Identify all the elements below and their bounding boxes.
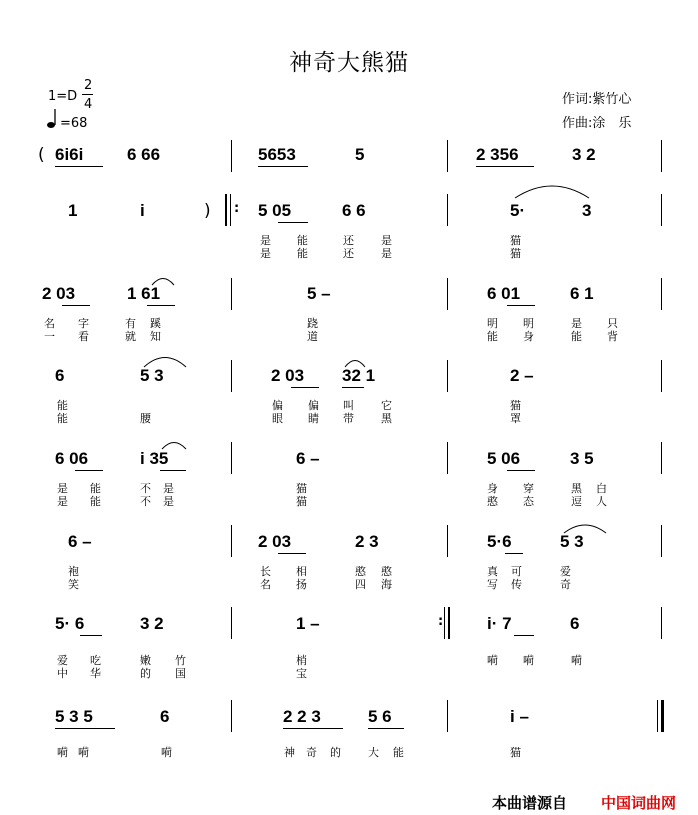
repeat-dots: : — [438, 614, 444, 629]
lyric: 能 — [487, 330, 498, 343]
note-group: 5653 — [258, 145, 296, 164]
site-name: 中国词曲网 — [601, 794, 677, 812]
lyric: 明 — [523, 317, 534, 330]
time-signature-line — [82, 94, 93, 95]
note-group: 6 6 — [342, 201, 366, 220]
lyric: 看 — [78, 330, 89, 343]
note-group: 5 3 5 — [55, 707, 93, 726]
lyric: 是 — [381, 247, 392, 260]
lyric: 写 — [487, 578, 498, 591]
time-signature-bottom: 4 — [84, 97, 93, 112]
lyric: 穿 — [523, 482, 534, 495]
note-group: 2 – — [510, 366, 534, 385]
lyric: 只 — [607, 317, 618, 330]
lyric: 蹊 — [150, 317, 161, 330]
bar-line — [661, 360, 662, 392]
lyric: 一 — [44, 330, 55, 343]
note-group: 6 01 — [487, 284, 521, 303]
lyric: 猫 — [510, 247, 521, 260]
final-bar-thick — [661, 700, 664, 732]
note-group: 5 3 — [140, 366, 164, 385]
lyric: 是 — [381, 234, 392, 247]
beam-line — [507, 470, 535, 471]
lyric: 腰 — [140, 412, 151, 425]
lyric: 传 — [511, 578, 522, 591]
lyric: 是 — [571, 317, 582, 330]
note-group: 2 356 — [476, 145, 519, 164]
note-group: 6 06 — [55, 449, 89, 468]
note-group: 6i6i — [55, 145, 84, 164]
note-group: 6 — [160, 707, 170, 726]
beam-line — [342, 387, 364, 388]
lyric: 大 — [368, 746, 379, 759]
note-group: 6 – — [296, 449, 320, 468]
lyric: 笑 — [68, 578, 79, 591]
source-label: 本曲谱源自 — [492, 794, 568, 812]
slur-icon — [512, 180, 592, 200]
lyric: 睛 — [308, 412, 319, 425]
lyric: 逗 — [571, 495, 582, 508]
lyric: 神 — [284, 746, 295, 759]
lyric: 爱 — [560, 565, 571, 578]
lyric: 嗬 — [161, 746, 172, 759]
repeat-close-paren: ) — [204, 201, 211, 221]
note-group: 1 61 — [127, 284, 161, 303]
slur-icon — [142, 352, 188, 368]
note-group: 5 3 — [560, 532, 584, 551]
lyric: 罩 — [510, 412, 521, 425]
note-group: 3 — [582, 201, 592, 220]
beam-line — [147, 305, 175, 306]
bar-line — [231, 607, 232, 639]
bar-line — [447, 194, 448, 226]
bar-line — [661, 278, 662, 310]
note-group: 3 2 — [572, 145, 596, 164]
bar-line — [231, 278, 232, 310]
beam-line — [55, 166, 103, 167]
lyric: 国 — [175, 667, 186, 680]
note-group: i· 7 — [487, 614, 512, 633]
lyric: 能 — [393, 746, 404, 759]
note-group: 5 06 — [487, 449, 521, 468]
lyric: 是 — [163, 482, 174, 495]
lyric: 奇 — [560, 578, 571, 591]
note-group: 2 03 — [258, 532, 292, 551]
note-group: 2 2 3 — [283, 707, 321, 726]
lyric: 奇 — [306, 746, 317, 759]
lyric: 明 — [487, 317, 498, 330]
lyric: 有 — [125, 317, 136, 330]
bar-line — [661, 194, 662, 226]
lyric: 是 — [260, 234, 271, 247]
note-group: 5 6 — [368, 707, 392, 726]
note-group: 32 1 — [342, 366, 376, 385]
lyric: 猫 — [510, 234, 521, 247]
note-group: 5 – — [307, 284, 331, 303]
repeat-end-bar-thin — [444, 607, 445, 639]
bar-line — [447, 442, 448, 474]
lyric: 猫 — [510, 399, 521, 412]
beam-line — [278, 553, 306, 554]
bar-line — [661, 607, 662, 639]
note-group: 5· 6 — [55, 614, 85, 633]
lyric: 梢 — [296, 654, 307, 667]
lyric: 嗬 — [571, 654, 582, 667]
lyric: 吃 — [90, 654, 101, 667]
lyric: 白 — [596, 482, 607, 495]
lyric: 嗬 — [78, 746, 89, 759]
bar-line — [447, 140, 448, 172]
lyric: 态 — [523, 495, 534, 508]
lyric: 扬 — [296, 578, 307, 591]
lyric: 身 — [523, 330, 534, 343]
note-group: 2 03 — [42, 284, 76, 303]
note-group: i — [140, 201, 145, 220]
slur-icon — [562, 520, 608, 534]
lyric: 的 — [330, 746, 341, 759]
lyric: 猫 — [296, 495, 307, 508]
lyric: 能 — [571, 330, 582, 343]
lyric: 宝 — [296, 667, 307, 680]
lyric: 憨 — [381, 565, 392, 578]
note-group: 5 05 — [258, 201, 292, 220]
lyric: 嗬 — [487, 654, 498, 667]
bar-line — [447, 700, 448, 732]
lyric: 人 — [596, 495, 607, 508]
lyric: 相 — [296, 565, 307, 578]
beam-line — [278, 222, 308, 223]
lyric: 猫 — [510, 746, 521, 759]
note-group: 2 03 — [271, 366, 305, 385]
lyric: 真 — [487, 565, 498, 578]
lyric: 名 — [260, 578, 271, 591]
final-bar-thin — [657, 700, 658, 732]
note-group: i – — [510, 707, 529, 726]
score-title: 神奇大熊猫 — [289, 50, 409, 76]
lyric: 不 — [140, 482, 151, 495]
note-group: 6 — [55, 366, 65, 385]
bar-line — [231, 525, 232, 557]
lyric: 偏 — [272, 399, 283, 412]
lyric: 黑 — [381, 412, 392, 425]
note-group: 6 66 — [127, 145, 161, 164]
note-group: 6 1 — [570, 284, 594, 303]
note-group: i 35 — [140, 449, 169, 468]
lyric: 眼 — [272, 412, 283, 425]
slur-icon — [160, 438, 188, 450]
lyric: 还 — [343, 247, 354, 260]
lyric: 是 — [163, 495, 174, 508]
beam-line — [62, 305, 90, 306]
tempo-marking: =68 — [60, 116, 88, 131]
lyric: 是 — [57, 495, 68, 508]
lyric: 能 — [90, 495, 101, 508]
lyric: 海 — [381, 578, 392, 591]
beam-line — [80, 635, 102, 636]
note-group: 3 2 — [140, 614, 164, 633]
lyric: 身 — [487, 482, 498, 495]
lyric: 带 — [343, 412, 354, 425]
beam-line — [514, 635, 534, 636]
lyric: 能 — [90, 482, 101, 495]
lyric: 嗬 — [523, 654, 534, 667]
lyric: 猫 — [296, 482, 307, 495]
lyric: 的 — [140, 667, 151, 680]
note-group: 2 3 — [355, 532, 379, 551]
note-group: 5 — [355, 145, 365, 164]
repeat-start-bar-thin — [230, 194, 231, 226]
beam-line — [283, 728, 343, 729]
beam-line — [507, 305, 535, 306]
lyric: 叫 — [343, 399, 354, 412]
lyric: 不 — [140, 495, 151, 508]
repeat-open-paren: ( — [38, 145, 45, 165]
lyric: 能 — [297, 234, 308, 247]
lyric: 能 — [57, 412, 68, 425]
note-group: 3 5 — [570, 449, 594, 468]
repeat-start-bar — [225, 194, 227, 226]
bar-line — [661, 140, 662, 172]
bar-line — [231, 700, 232, 732]
note-group: 6 – — [68, 532, 92, 551]
beam-line — [258, 166, 308, 167]
repeat-end-bar — [448, 607, 450, 639]
lyric: 跷 — [307, 317, 318, 330]
bar-line — [661, 525, 662, 557]
beam-line — [476, 166, 534, 167]
lyric: 憨 — [487, 495, 498, 508]
lyric: 知 — [150, 330, 161, 343]
lyric: 字 — [78, 317, 89, 330]
note-group: 5·6 — [487, 532, 512, 551]
lyric: 嗬 — [57, 746, 68, 759]
lyric: 能 — [57, 399, 68, 412]
lyric: 道 — [307, 330, 318, 343]
lyric: 是 — [260, 247, 271, 260]
slur-icon — [150, 274, 176, 286]
composer-credit: 作曲:涂 乐 — [562, 116, 632, 131]
lyric: 黑 — [571, 482, 582, 495]
beam-line — [368, 728, 404, 729]
lyric: 四 — [355, 578, 366, 591]
lyric: 华 — [90, 667, 101, 680]
time-signature-top: 2 — [84, 78, 93, 93]
lyric: 名 — [44, 317, 55, 330]
lyric: 可 — [511, 565, 522, 578]
bar-line — [447, 525, 448, 557]
beam-line — [55, 728, 115, 729]
lyric: 竹 — [175, 654, 186, 667]
lyric: 背 — [607, 330, 618, 343]
beam-line — [505, 553, 523, 554]
note-group: 1 – — [296, 614, 320, 633]
lyric: 爱 — [57, 654, 68, 667]
lyric: 还 — [343, 234, 354, 247]
bar-line — [447, 360, 448, 392]
note-group: 1 — [68, 201, 78, 220]
beam-line — [291, 387, 319, 388]
lyric: 能 — [297, 247, 308, 260]
beam-line — [160, 470, 186, 471]
lyric: 中 — [57, 667, 68, 680]
bar-line — [447, 278, 448, 310]
bar-line — [231, 140, 232, 172]
lyric: 长 — [260, 565, 271, 578]
bar-line — [231, 442, 232, 474]
lyric: 它 — [381, 399, 392, 412]
lyric: 嫩 — [140, 654, 151, 667]
slur-icon — [343, 356, 367, 368]
lyric: 偏 — [308, 399, 319, 412]
lyricist-credit: 作词:紫竹心 — [562, 92, 632, 107]
note-group: 6 — [570, 614, 580, 633]
lyric: 是 — [57, 482, 68, 495]
lyric: 憨 — [355, 565, 366, 578]
bar-line — [661, 442, 662, 474]
lyric: 袍 — [68, 565, 79, 578]
quarter-note-icon — [46, 106, 60, 130]
repeat-dots: : — [234, 201, 240, 216]
key-signature: 1=D — [48, 89, 78, 104]
lyric: 就 — [125, 330, 136, 343]
beam-line — [75, 470, 103, 471]
bar-line — [231, 360, 232, 392]
note-group: 5· — [510, 201, 526, 220]
